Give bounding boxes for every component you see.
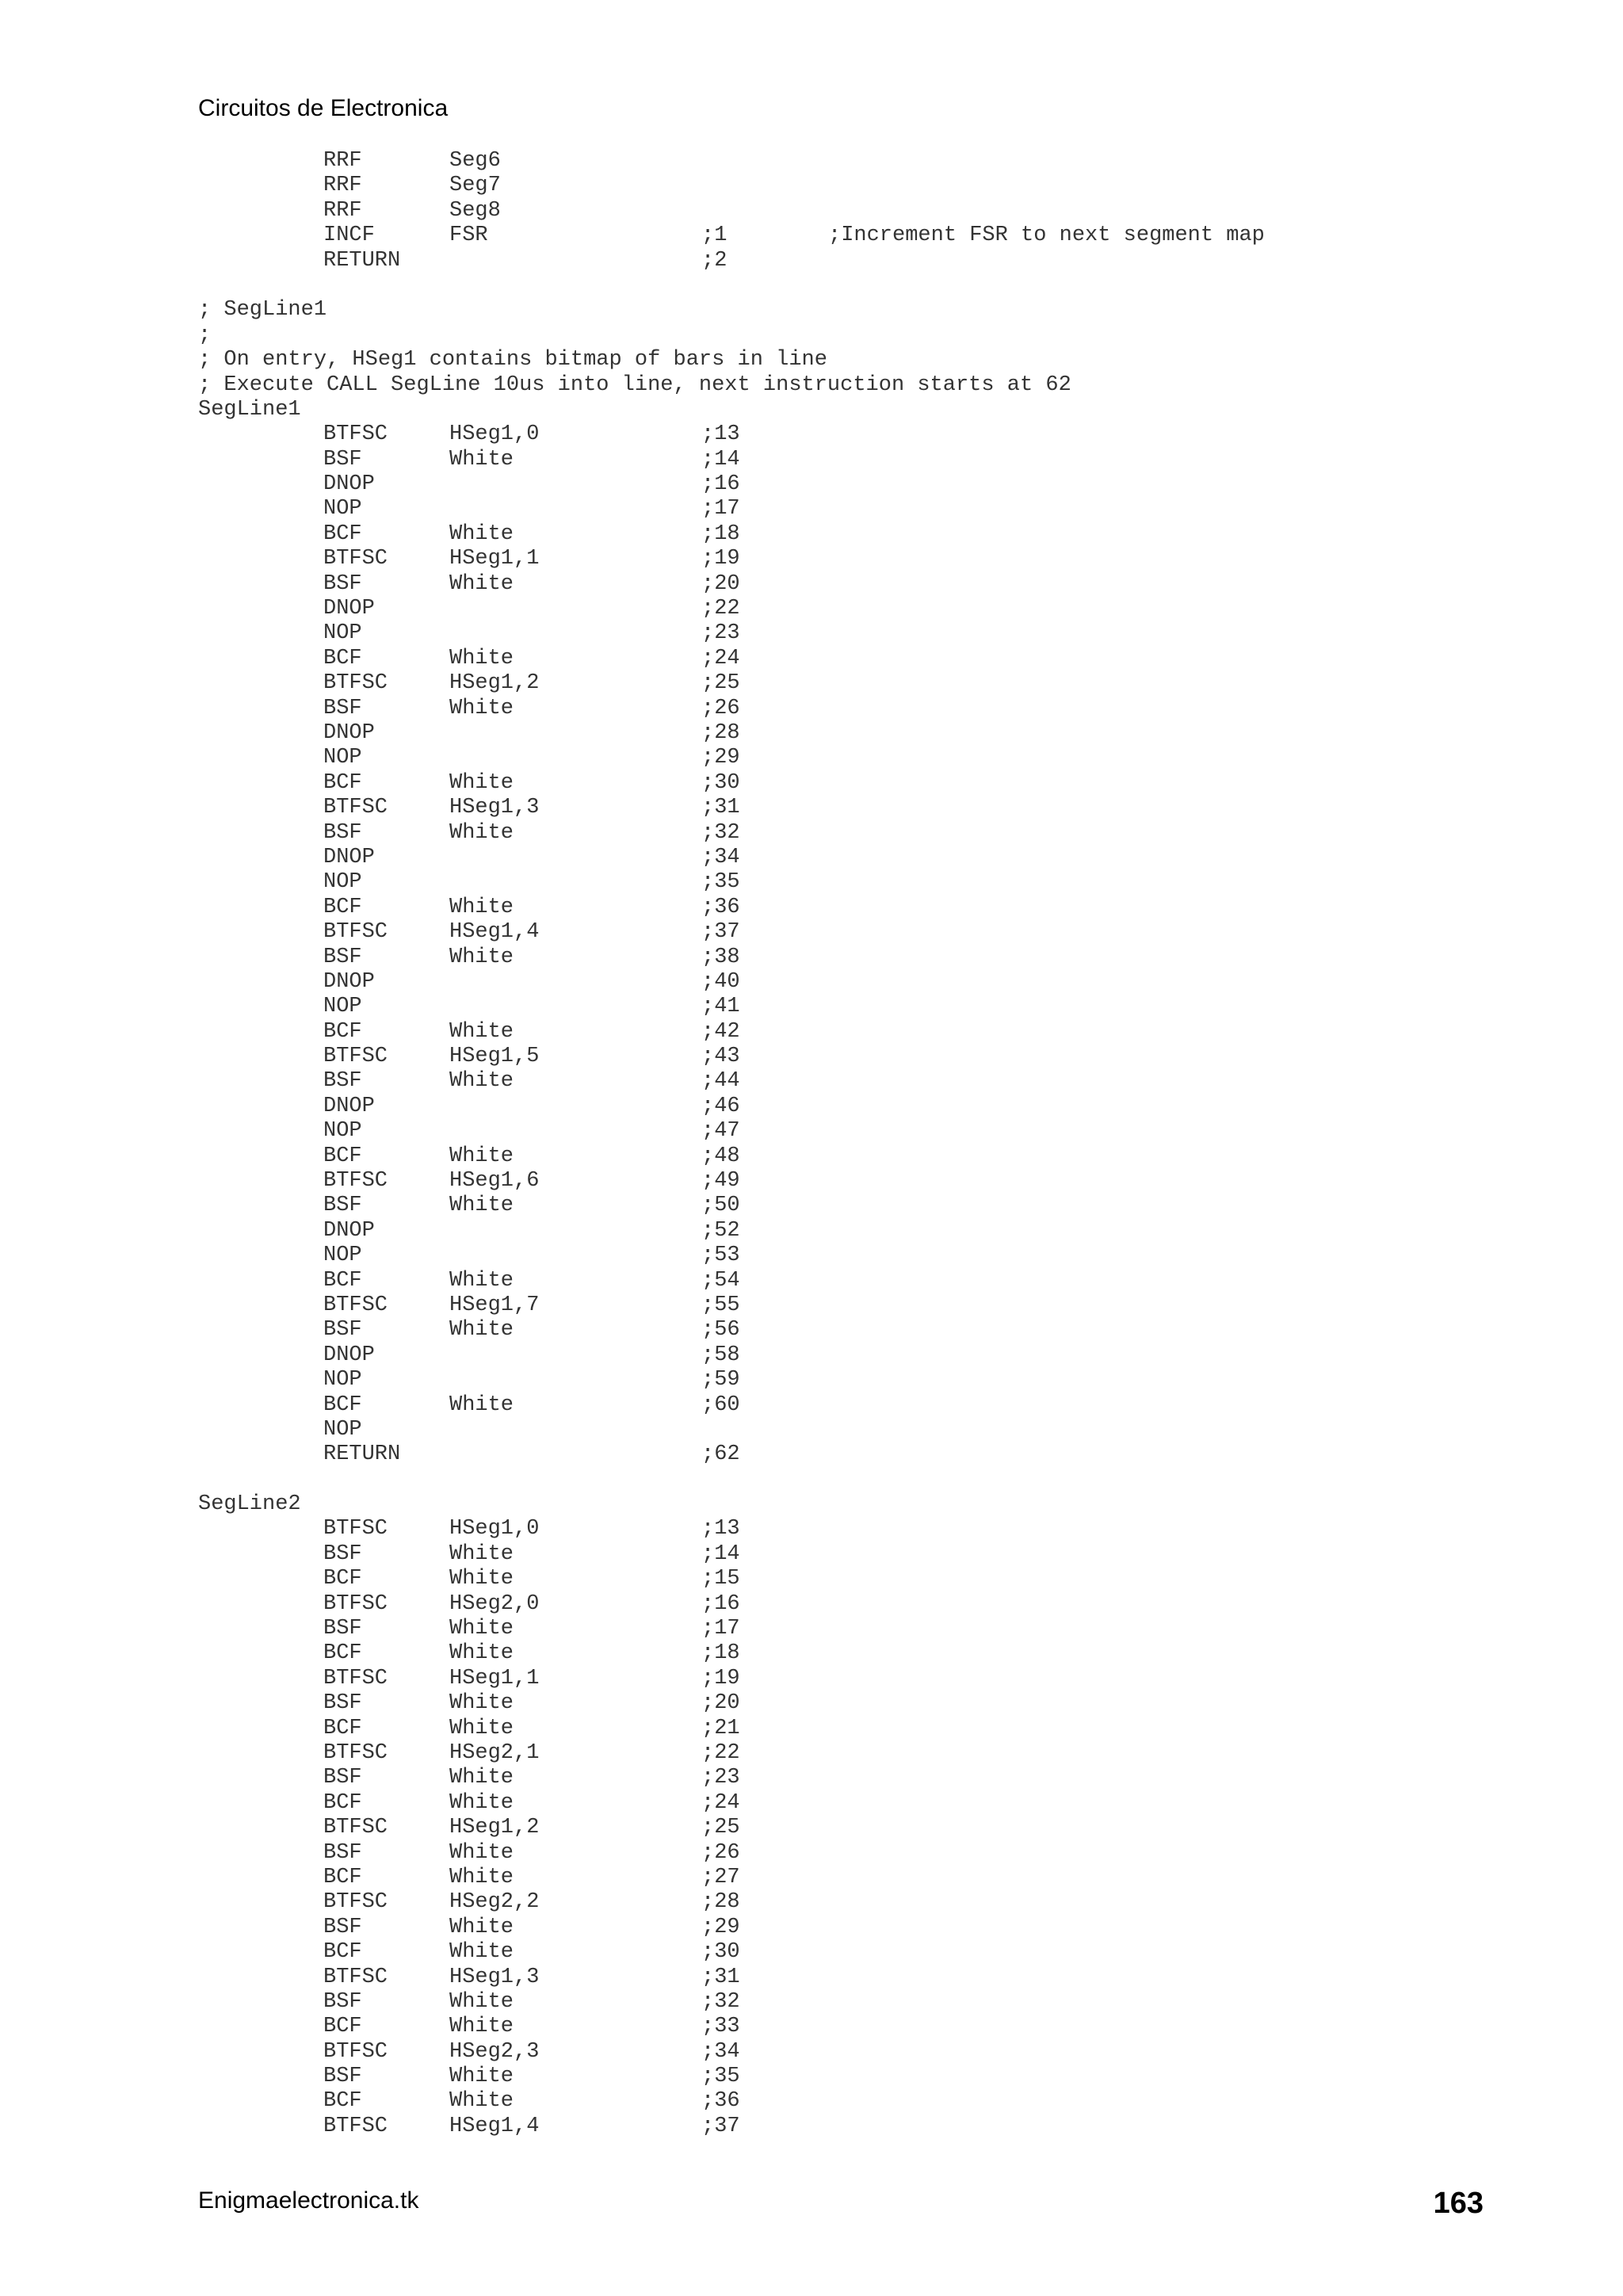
code-opcode: BTFSC xyxy=(323,1591,388,1616)
code-cycle-comment: ;25 xyxy=(701,671,740,696)
code-cycle-comment: ;35 xyxy=(701,870,740,895)
code-opcode: BCF xyxy=(323,2089,362,2114)
code-operand: White xyxy=(449,696,514,720)
code-operand: HSeg1,4 xyxy=(449,2114,540,2138)
code-cycle-comment: ;48 xyxy=(701,1144,740,1168)
code-operand: HSeg2,1 xyxy=(449,1741,540,1765)
code-operand: HSeg2,3 xyxy=(449,2039,540,2064)
code-opcode: DNOP xyxy=(323,1094,375,1118)
code-cycle-comment: ;34 xyxy=(701,845,740,869)
code-cycle-comment: ;44 xyxy=(701,1069,740,1094)
code-cycle-comment: ;14 xyxy=(701,447,740,472)
code-operand: White xyxy=(449,2065,514,2089)
code-cycle-comment: ;40 xyxy=(701,969,740,994)
code-cycle-comment: ;14 xyxy=(701,1541,740,1566)
code-operand: White xyxy=(449,1940,514,1965)
code-cycle-comment: ;37 xyxy=(701,920,740,945)
code-opcode: BCF xyxy=(323,521,362,546)
code-opcode: NOP xyxy=(323,870,362,895)
code-cycle-comment: ;15 xyxy=(701,1567,740,1591)
code-opcode: RRF xyxy=(323,149,362,173)
code-operand: White xyxy=(449,1567,514,1591)
code-comment: ;Increment FSR to next segment map xyxy=(828,223,1265,248)
code-opcode: DNOP xyxy=(323,1343,375,1367)
code-cycle-comment: ;22 xyxy=(701,1741,740,1765)
code-cycle-comment: ;31 xyxy=(701,796,740,820)
code-opcode: BTFSC xyxy=(323,1169,388,1194)
code-opcode: BTFSC xyxy=(323,2114,388,2138)
code-cycle-comment: ;18 xyxy=(701,1641,740,1666)
code-cycle-comment: ;30 xyxy=(701,1940,740,1965)
code-opcode: BCF xyxy=(323,770,362,795)
code-operand: White xyxy=(449,1019,514,1044)
code-opcode: BSF xyxy=(323,1541,362,1566)
code-opcode: DNOP xyxy=(323,845,375,869)
code-opcode: NOP xyxy=(323,621,362,646)
code-opcode: BSF xyxy=(323,1766,362,1790)
code-opcode: BTFSC xyxy=(323,1666,388,1690)
code-operand: White xyxy=(449,1069,514,1094)
code-opcode: BTFSC xyxy=(323,1293,388,1317)
code-operand: White xyxy=(449,945,514,969)
code-opcode: BSF xyxy=(323,1989,362,2014)
code-cycle-comment: ;29 xyxy=(701,1915,740,1939)
code-cycle-comment: ;19 xyxy=(701,1666,740,1690)
code-cycle-comment: ;23 xyxy=(701,621,740,646)
code-cycle-comment: ;47 xyxy=(701,1119,740,1144)
code-opcode: BTFSC xyxy=(323,1517,388,1541)
code-operand: HSeg2,2 xyxy=(449,1890,540,1915)
code-cycle-comment: ;20 xyxy=(701,571,740,596)
code-opcode: NOP xyxy=(323,746,362,770)
code-cycle-comment: ;53 xyxy=(701,1244,740,1268)
code-label: ; xyxy=(198,323,212,347)
code-opcode: BCF xyxy=(323,1019,362,1044)
code-opcode: BSF xyxy=(323,1194,362,1218)
code-operand: Seg8 xyxy=(449,198,501,223)
code-operand: FSR xyxy=(449,223,488,248)
code-opcode: BSF xyxy=(323,1915,362,1939)
code-operand: HSeg1,3 xyxy=(449,1965,540,1989)
code-cycle-comment: ;30 xyxy=(701,770,740,795)
code-cycle-comment: ;28 xyxy=(701,1890,740,1915)
code-cycle-comment: ;32 xyxy=(701,820,740,845)
code-opcode: RRF xyxy=(323,198,362,223)
code-cycle-comment: ;59 xyxy=(701,1368,740,1392)
code-operand: White xyxy=(449,1318,514,1343)
code-opcode: BSF xyxy=(323,1840,362,1865)
code-opcode: DNOP xyxy=(323,969,375,994)
code-operand: HSeg1,3 xyxy=(449,796,540,820)
code-cycle-comment: ;16 xyxy=(701,472,740,497)
code-opcode: DNOP xyxy=(323,720,375,745)
code-cycle-comment: ;19 xyxy=(701,547,740,571)
code-cycle-comment: ;35 xyxy=(701,2065,740,2089)
code-opcode: DNOP xyxy=(323,597,375,621)
code-label: SegLine1 xyxy=(198,397,301,422)
code-cycle-comment: ;55 xyxy=(701,1293,740,1317)
code-opcode: BSF xyxy=(323,1318,362,1343)
page-number: 163 xyxy=(1433,2187,1484,2220)
code-operand: White xyxy=(449,2089,514,2114)
code-opcode: NOP xyxy=(323,1417,362,1442)
code-opcode: NOP xyxy=(323,1368,362,1392)
code-cycle-comment: ;56 xyxy=(701,1318,740,1343)
code-opcode: BSF xyxy=(323,945,362,969)
code-cycle-comment: ;20 xyxy=(701,1691,740,1716)
code-opcode: NOP xyxy=(323,1119,362,1144)
code-cycle-comment: ;17 xyxy=(701,1617,740,1641)
code-cycle-comment: ;54 xyxy=(701,1268,740,1293)
code-operand: White xyxy=(449,1989,514,2014)
code-cycle-comment: ;46 xyxy=(701,1094,740,1118)
code-operand: HSeg1,2 xyxy=(449,1816,540,1840)
code-cycle-comment: ;1 xyxy=(701,223,727,248)
code-operand: White xyxy=(449,1541,514,1566)
code-label: ; SegLine1 xyxy=(198,298,327,323)
code-opcode: BCF xyxy=(323,1268,362,1293)
code-opcode: BSF xyxy=(323,1617,362,1641)
code-cycle-comment: ;26 xyxy=(701,1840,740,1865)
code-cycle-comment: ;27 xyxy=(701,1865,740,1889)
code-cycle-comment: ;22 xyxy=(701,597,740,621)
code-opcode: BSF xyxy=(323,1069,362,1094)
code-cycle-comment: ;34 xyxy=(701,2039,740,2064)
code-cycle-comment: ;21 xyxy=(701,1716,740,1740)
code-operand: White xyxy=(449,1716,514,1740)
code-opcode: BSF xyxy=(323,820,362,845)
code-operand: White xyxy=(449,1691,514,1716)
code-operand: White xyxy=(449,571,514,596)
code-cycle-comment: ;2 xyxy=(701,248,727,273)
code-operand: HSeg1,1 xyxy=(449,1666,540,1690)
code-operand: White xyxy=(449,646,514,670)
code-opcode: BSF xyxy=(323,2065,362,2089)
code-cycle-comment: ;17 xyxy=(701,497,740,521)
code-cycle-comment: ;29 xyxy=(701,746,740,770)
code-operand: Seg7 xyxy=(449,174,501,198)
code-opcode: BCF xyxy=(323,1940,362,1965)
code-opcode: BCF xyxy=(323,895,362,919)
code-opcode: BSF xyxy=(323,1691,362,1716)
code-opcode: BTFSC xyxy=(323,920,388,945)
code-operand: White xyxy=(449,447,514,472)
code-operand: White xyxy=(449,1915,514,1939)
code-operand: White xyxy=(449,1617,514,1641)
code-operand: White xyxy=(449,820,514,845)
code-opcode: RRF xyxy=(323,174,362,198)
code-operand: HSeg1,0 xyxy=(449,422,540,447)
code-cycle-comment: ;36 xyxy=(701,2089,740,2114)
code-cycle-comment: ;25 xyxy=(701,1816,740,1840)
code-cycle-comment: ;13 xyxy=(701,422,740,447)
code-operand: White xyxy=(449,1865,514,1889)
code-operand: White xyxy=(449,895,514,919)
code-operand: White xyxy=(449,521,514,546)
code-cycle-comment: ;58 xyxy=(701,1343,740,1367)
code-operand: HSeg1,5 xyxy=(449,1045,540,1069)
code-operand: White xyxy=(449,1268,514,1293)
code-opcode: INCF xyxy=(323,223,375,248)
code-operand: White xyxy=(449,1790,514,1815)
code-cycle-comment: ;31 xyxy=(701,1965,740,1989)
code-cycle-comment: ;43 xyxy=(701,1045,740,1069)
code-operand: White xyxy=(449,1641,514,1666)
code-operand: HSeg1,2 xyxy=(449,671,540,696)
code-operand: White xyxy=(449,1194,514,1218)
code-opcode: BCF xyxy=(323,1144,362,1168)
code-operand: HSeg1,6 xyxy=(449,1169,540,1194)
code-cycle-comment: ;16 xyxy=(701,1591,740,1616)
code-operand: HSeg1,1 xyxy=(449,547,540,571)
code-cycle-comment: ;24 xyxy=(701,1790,740,1815)
code-opcode: BTFSC xyxy=(323,1741,388,1765)
code-label: SegLine2 xyxy=(198,1492,301,1517)
code-cycle-comment: ;41 xyxy=(701,995,740,1019)
code-opcode: BCF xyxy=(323,1790,362,1815)
code-opcode: BCF xyxy=(323,2015,362,2039)
code-opcode: BTFSC xyxy=(323,2039,388,2064)
code-opcode: NOP xyxy=(323,497,362,521)
code-operand: White xyxy=(449,1392,514,1417)
code-opcode: BCF xyxy=(323,1716,362,1740)
code-opcode: BCF xyxy=(323,646,362,670)
code-cycle-comment: ;62 xyxy=(701,1442,740,1467)
code-opcode: RETURN xyxy=(323,248,401,273)
code-opcode: BTFSC xyxy=(323,1890,388,1915)
code-operand: HSeg1,4 xyxy=(449,920,540,945)
code-cycle-comment: ;37 xyxy=(701,2114,740,2138)
code-cycle-comment: ;13 xyxy=(701,1517,740,1541)
code-operand: White xyxy=(449,770,514,795)
code-opcode: NOP xyxy=(323,1244,362,1268)
code-label: ; On entry, HSeg1 contains bitmap of bars in line xyxy=(198,348,827,372)
code-operand: White xyxy=(449,1144,514,1168)
code-opcode: BTFSC xyxy=(323,547,388,571)
code-opcode: BTFSC xyxy=(323,1045,388,1069)
code-cycle-comment: ;32 xyxy=(701,1989,740,2014)
code-opcode: BCF xyxy=(323,1865,362,1889)
code-opcode: BTFSC xyxy=(323,671,388,696)
code-opcode: BTFSC xyxy=(323,796,388,820)
code-opcode: BCF xyxy=(323,1567,362,1591)
code-opcode: BSF xyxy=(323,447,362,472)
code-opcode: BSF xyxy=(323,696,362,720)
code-opcode: BTFSC xyxy=(323,422,388,447)
code-opcode: RETURN xyxy=(323,1442,401,1467)
code-cycle-comment: ;28 xyxy=(701,720,740,745)
code-cycle-comment: ;23 xyxy=(701,1766,740,1790)
code-opcode: NOP xyxy=(323,995,362,1019)
code-operand: White xyxy=(449,2015,514,2039)
running-header: Circuitos de Electronica xyxy=(198,95,449,121)
code-operand: White xyxy=(449,1766,514,1790)
code-cycle-comment: ;36 xyxy=(701,895,740,919)
code-cycle-comment: ;49 xyxy=(701,1169,740,1194)
code-cycle-comment: ;18 xyxy=(701,521,740,546)
code-cycle-comment: ;60 xyxy=(701,1392,740,1417)
code-cycle-comment: ;24 xyxy=(701,646,740,670)
code-cycle-comment: ;42 xyxy=(701,1019,740,1044)
code-operand: Seg6 xyxy=(449,149,501,173)
footer-site: Enigmaelectronica.tk xyxy=(198,2187,419,2214)
code-opcode: BSF xyxy=(323,571,362,596)
code-cycle-comment: ;33 xyxy=(701,2015,740,2039)
code-cycle-comment: ;26 xyxy=(701,696,740,720)
code-opcode: BCF xyxy=(323,1641,362,1666)
code-opcode: DNOP xyxy=(323,1218,375,1243)
code-operand: HSeg1,7 xyxy=(449,1293,540,1317)
code-cycle-comment: ;52 xyxy=(701,1218,740,1243)
code-operand: HSeg1,0 xyxy=(449,1517,540,1541)
code-cycle-comment: ;50 xyxy=(701,1194,740,1218)
code-opcode: BTFSC xyxy=(323,1965,388,1989)
code-label: ; Execute CALL SegLine 10us into line, next instruction starts at 62 xyxy=(198,372,1071,397)
code-opcode: BCF xyxy=(323,1392,362,1417)
code-opcode: BTFSC xyxy=(323,1816,388,1840)
code-cycle-comment: ;38 xyxy=(701,945,740,969)
code-opcode: DNOP xyxy=(323,472,375,497)
code-operand: HSeg2,0 xyxy=(449,1591,540,1616)
code-operand: White xyxy=(449,1840,514,1865)
